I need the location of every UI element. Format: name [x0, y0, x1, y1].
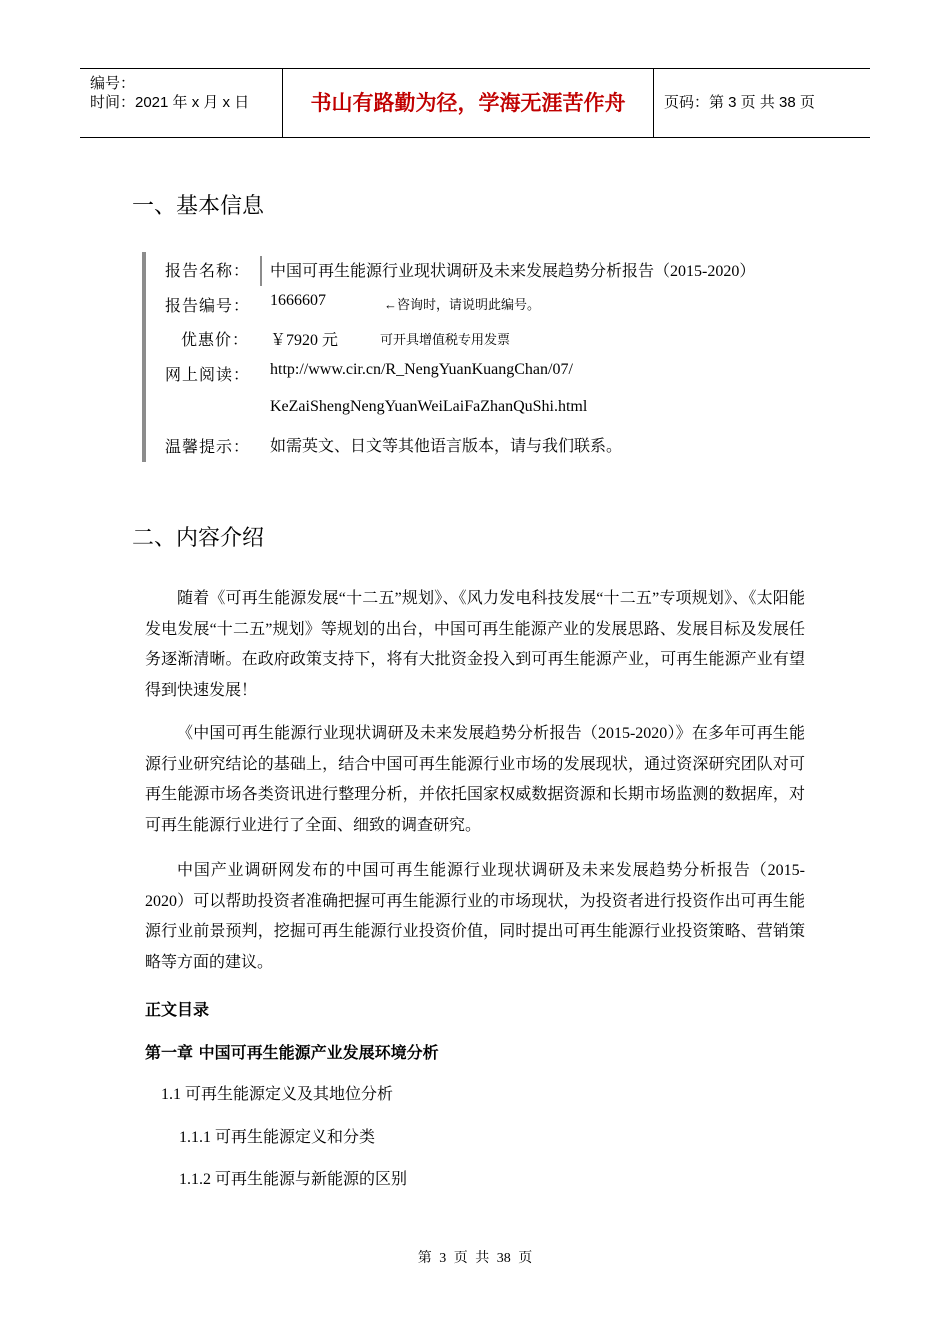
report-name-label: 报告名称：	[165, 263, 251, 280]
intro-paragraph-2: 《中国可再生能源行业现状调研及未来发展趋势分析报告（2015-2020）》在多年可再生能源行业研究结论的基础上，结合中国可再生能源行业市场的发展现状，通过资深研究团队对可再生能源市场各类资讯进行整理分析，并依托国家权威数据资源和长期市场监测的数据库，对可再生能源行业进行了全面、细致的调查研究。	[145, 725, 805, 834]
toc-title: 正文目录	[145, 1000, 210, 1019]
page-footer: 第 3 页 共 38 页	[417, 1251, 533, 1266]
toc-item-1-1-2: 1.1.2 可再生能源与新能源的区别	[179, 1171, 408, 1188]
online-read-link-line1[interactable]: http://www.cir.cn/R_NengYuanKuangChan/07/	[270, 361, 573, 378]
intro-paragraph-3: 中国产业调研网发布的中国可再生能源行业现状调研及未来发展趋势分析报告（2015-2020）可以帮助投资者准确把握可再生能源行业的市场现状，为投资者进行投资作出可再生能源行业前景预判，挖掘可再生能源行业投资价值，同时提出可再生能源行业投资策略、营销策略等方面的建议。	[145, 862, 805, 971]
page-header	[80, 68, 870, 138]
report-name-value: 中国可再生能源行业现状调研及未来发展趋势分析报告（2015-2020）	[270, 263, 756, 280]
section-title-basic-info: 一、基本信息	[132, 194, 265, 219]
number-label: 编号：	[90, 75, 136, 92]
online-read-label: 网上阅读：	[165, 367, 251, 384]
time-label: 时间：2021 年 x 月 x 日	[90, 94, 250, 111]
intro-paragraph-1: 随着《可再生能源发展“十二五”规划》、《风力发电科技发展“十二五”专项规划》、《太阳能发电发展“十二五”规划》等规划的出台，中国可再生能源产业的发展思路、发展目标及发展任务逐渐清晰。在政府政策支持下，将有大批资金投入到可再生能源产业，可再生能源产业有望得到快速发展！	[145, 590, 805, 699]
online-read-link-line2[interactable]: KeZaiShengNengYuanWeiLaiFaZhanQuShi.html	[270, 398, 588, 415]
header-meta-cell	[80, 69, 283, 137]
section-title-intro: 二、内容介绍	[132, 526, 265, 551]
tip-label: 温馨提示：	[165, 439, 251, 456]
page-code: 页码：第 3 页 共 38 页	[664, 94, 815, 111]
motto: 书山有路勤为径，学海无涯苦作舟	[283, 69, 654, 137]
report-number-note: ←咨询时，请说明此编号。	[384, 297, 541, 312]
info-left-rule	[142, 252, 146, 462]
toc-item-1-1: 1.1 可再生能源定义及其地位分析	[161, 1086, 394, 1103]
price-label: 优惠价：	[181, 332, 250, 349]
price-value: ￥7920 元	[270, 332, 339, 349]
invoice-note: 可开具增值税专用发票	[380, 332, 511, 347]
info-inner-rule	[260, 256, 262, 286]
toc-chapter-1: 第一章 中国可再生能源产业发展环境分析	[145, 1043, 439, 1062]
report-number-value: 1666607	[270, 292, 326, 309]
toc-item-1-1-1: 1.1.1 可再生能源定义和分类	[179, 1129, 376, 1146]
tip-value: 如需英文、日文等其他语言版本，请与我们联系。	[270, 438, 623, 455]
report-number-label: 报告编号：	[165, 298, 251, 315]
